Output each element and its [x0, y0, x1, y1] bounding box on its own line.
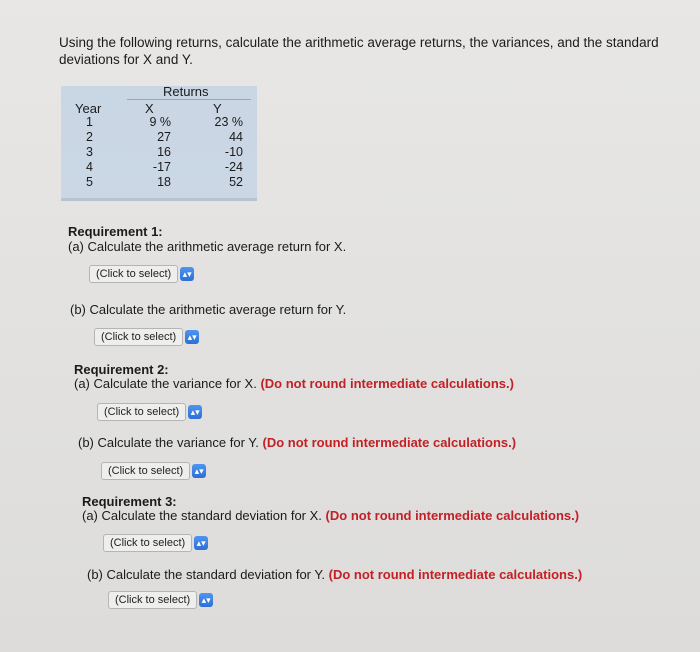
select-stepper-icon[interactable]: ▴▾ — [180, 267, 194, 281]
requirement-3b-text — [87, 567, 582, 582]
requirement-2a-question: (a) Calculate the variance for X. — [74, 376, 257, 391]
cell-y: -10 — [224, 145, 243, 159]
select-label[interactable]: (Click to select) — [89, 265, 178, 283]
requirement-1b-select[interactable] — [94, 328, 199, 346]
col-header-x: X — [145, 101, 154, 116]
cell-year: 3 — [86, 145, 93, 159]
requirement-2a-hint: (Do not round intermediate calculations.) — [260, 376, 514, 391]
requirement-2b-text — [78, 435, 516, 450]
table-footer-bar — [61, 198, 257, 201]
col-header-y: Y — [213, 101, 222, 116]
requirement-2a-select[interactable] — [97, 403, 202, 421]
requirement-3a-question: (a) Calculate the standard deviation for X. — [82, 508, 322, 523]
table-row — [61, 160, 257, 175]
requirement-2b-hint: (Do not round intermediate calculations.) — [262, 435, 517, 450]
table-header — [61, 86, 257, 114]
requirement-1a-question: (a) Calculate the arithmetic average return for X. — [68, 239, 347, 254]
requirement-3b-select[interactable] — [108, 591, 213, 609]
select-label[interactable]: (Click to select) — [103, 534, 192, 552]
cell-y: 52 — [229, 175, 243, 189]
requirement-1b-text — [70, 302, 346, 317]
select-stepper-icon[interactable]: ▴▾ — [192, 464, 206, 478]
cell-x: 9 % — [149, 115, 171, 129]
cell-y: -24 — [224, 160, 243, 174]
cell-year: 5 — [86, 175, 93, 189]
requirement-3b-hint: (Do not round intermediate calculations.) — [328, 567, 583, 582]
cell-x: 18 — [157, 175, 171, 189]
requirement-2-heading: Requirement 2: — [74, 362, 169, 377]
cell-y: 44 — [229, 130, 243, 144]
requirement-3-heading: Requirement 3: — [82, 494, 177, 509]
select-stepper-icon[interactable]: ▴▾ — [194, 536, 208, 550]
table-row — [61, 130, 257, 145]
select-label[interactable]: (Click to select) — [101, 462, 190, 480]
select-label[interactable]: (Click to select) — [97, 403, 186, 421]
returns-table — [61, 86, 257, 198]
select-stepper-icon[interactable]: ▴▾ — [188, 405, 202, 419]
cell-year: 2 — [86, 130, 93, 144]
cell-y: 23 % — [214, 115, 243, 129]
requirement-2b-select[interactable] — [101, 462, 206, 480]
requirement-3a-select[interactable] — [103, 534, 208, 552]
requirement-3a-hint: (Do not round intermediate calculations.) — [325, 508, 580, 523]
select-stepper-icon[interactable]: ▴▾ — [185, 330, 199, 344]
col-header-year: Year — [75, 101, 102, 116]
table-row — [61, 175, 257, 190]
select-stepper-icon[interactable]: ▴▾ — [199, 593, 213, 607]
cell-x: 27 — [157, 130, 171, 144]
requirement-3a-text — [82, 508, 579, 523]
cell-year: 1 — [86, 115, 93, 129]
requirement-2b-question: (b) Calculate the variance for Y. — [78, 435, 259, 450]
cell-x: -17 — [152, 160, 171, 174]
question-text: Using the following returns, calculate the arithmetic average returns, the variances, and the standard deviations for X and Y. — [59, 35, 659, 67]
header-divider — [127, 99, 251, 100]
requirement-1a-select[interactable] — [89, 265, 194, 283]
select-label[interactable]: (Click to select) — [94, 328, 183, 346]
requirement-1-heading: Requirement 1: — [68, 224, 163, 239]
cell-x: 16 — [157, 145, 171, 159]
table-row — [61, 115, 257, 130]
table-row — [61, 145, 257, 160]
select-label[interactable]: (Click to select) — [108, 591, 197, 609]
cell-year: 4 — [86, 160, 93, 174]
requirement-1a-text — [68, 239, 346, 254]
requirement-2a-text — [74, 376, 514, 391]
requirement-3b-question: (b) Calculate the standard deviation for Y. — [87, 567, 325, 582]
requirement-1b-question: (b) Calculate the arithmetic average return for Y. — [70, 302, 347, 317]
returns-title: Returns — [163, 84, 209, 99]
